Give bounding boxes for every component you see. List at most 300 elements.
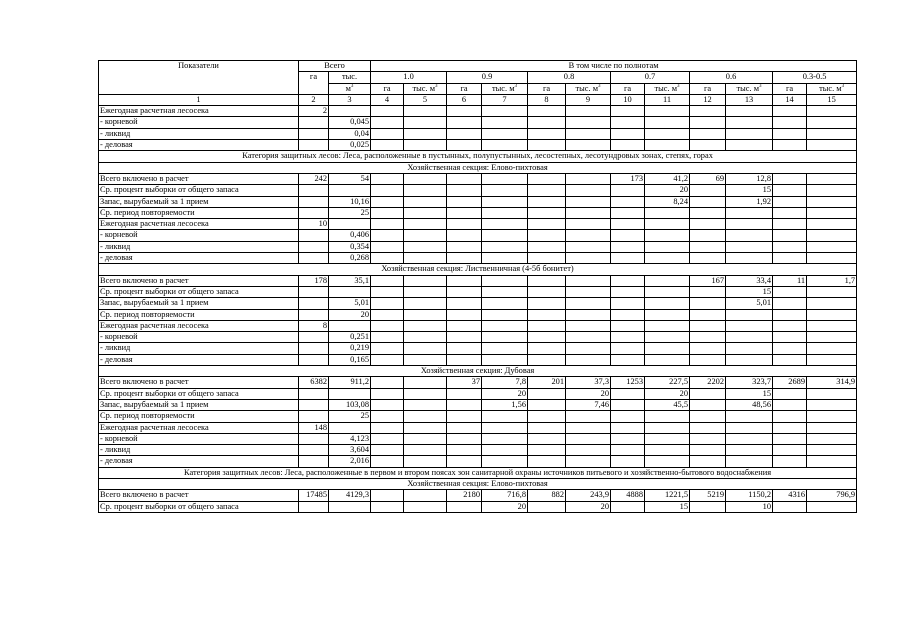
table-cell: 0,251: [329, 332, 371, 343]
table-cell: [690, 332, 726, 343]
table-cell: [611, 185, 645, 196]
column-number: 6: [447, 94, 482, 105]
table-cell: [807, 140, 857, 151]
table-cell: [482, 173, 528, 184]
header-unit-thou-m3: [404, 83, 447, 94]
table-cell: [482, 433, 528, 444]
row-label: Всего включено в расчет: [99, 173, 299, 184]
table-cell: [299, 411, 329, 422]
table-cell: 8,24: [645, 196, 690, 207]
table-cell: 54: [329, 173, 371, 184]
table-cell: [528, 298, 566, 309]
table-cell: [645, 207, 690, 218]
table-row: [99, 501, 857, 512]
row-label: - корневой: [99, 230, 299, 241]
table-cell: [528, 140, 566, 151]
table-row: [99, 185, 857, 196]
table-cell: [371, 128, 404, 139]
table-cell: [299, 354, 329, 365]
table-cell: [726, 128, 773, 139]
table-cell: [371, 241, 404, 252]
table-row: [99, 445, 857, 456]
table-cell: 69: [690, 173, 726, 184]
table-cell: [726, 332, 773, 343]
table-cell: [690, 117, 726, 128]
table-cell: [645, 343, 690, 354]
table-cell: [566, 422, 611, 433]
table-cell: [482, 128, 528, 139]
table-cell: [773, 241, 807, 252]
table-cell: [404, 219, 447, 230]
row-label: Запас, вырубаемый за 1 прием: [99, 196, 299, 207]
table-cell: [726, 445, 773, 456]
table-cell: [773, 354, 807, 365]
table-cell: [371, 117, 404, 128]
table-cell: [645, 117, 690, 128]
table-cell: [404, 490, 447, 501]
table-cell: [482, 354, 528, 365]
unit-thou-m: тыс. м: [654, 83, 678, 93]
row-label: - деловая: [99, 456, 299, 467]
table-cell: [726, 117, 773, 128]
table-cell: [329, 106, 371, 117]
table-cell: [528, 433, 566, 444]
table-cell: [611, 399, 645, 410]
table-cell: [404, 140, 447, 151]
table-cell: [447, 422, 482, 433]
column-number: 13: [726, 94, 773, 105]
table-cell: [566, 117, 611, 128]
section-heading: Хозяйственная секция: Елово-пихтовая: [99, 162, 857, 173]
section-heading-row: [99, 162, 857, 173]
table-cell: [807, 173, 857, 184]
header-density-1: 1.0: [371, 72, 447, 83]
table-cell: [447, 253, 482, 264]
table-cell: [566, 275, 611, 286]
table-cell: 12,8: [726, 173, 773, 184]
table-cell: [371, 433, 404, 444]
table-cell: [611, 128, 645, 139]
table-cell: [611, 411, 645, 422]
table-cell: [404, 422, 447, 433]
table-cell: [447, 332, 482, 343]
table-cell: 45,5: [645, 399, 690, 410]
table-cell: [482, 196, 528, 207]
table-cell: [447, 230, 482, 241]
header-density-6: 0.3-0.5: [773, 72, 857, 83]
table-cell: [371, 253, 404, 264]
table-cell: [447, 117, 482, 128]
table-cell: [566, 106, 611, 117]
table-cell: 6382: [299, 377, 329, 388]
table-cell: 48,56: [726, 399, 773, 410]
column-number: 9: [566, 94, 611, 105]
table-cell: [528, 399, 566, 410]
row-label: - корневой: [99, 117, 299, 128]
row-label: Ср. процент выборки от общего запаса: [99, 388, 299, 399]
table-cell: 4129,3: [329, 490, 371, 501]
table-cell: [371, 140, 404, 151]
table-cell: [528, 173, 566, 184]
table-row: [99, 286, 857, 297]
header-unit-ha: га: [371, 83, 404, 94]
section-heading: Категория защитных лесов: Леса, расположенные в первом и втором поясах зон санитарной охраны источников питьевого и хозяйственно-бытового водоснабжения: [99, 467, 857, 478]
table-cell: [371, 230, 404, 241]
table-row: [99, 411, 857, 422]
column-number: 3: [329, 94, 371, 105]
table-cell: [299, 196, 329, 207]
table-cell: 2180: [447, 490, 482, 501]
table-cell: [528, 411, 566, 422]
table-cell: [611, 230, 645, 241]
column-number: 4: [371, 94, 404, 105]
table-cell: [726, 456, 773, 467]
table-cell: [447, 343, 482, 354]
table-row: [99, 332, 857, 343]
column-number: 14: [773, 94, 807, 105]
table-row: [99, 253, 857, 264]
header-total: Всего: [299, 61, 371, 72]
table-row: [99, 117, 857, 128]
table-row: [99, 320, 857, 331]
column-number: 15: [807, 94, 857, 105]
table-cell: [404, 286, 447, 297]
column-number: 11: [645, 94, 690, 105]
table-cell: [566, 286, 611, 297]
table-cell: [773, 309, 807, 320]
table-cell: [645, 445, 690, 456]
table-cell: [773, 219, 807, 230]
table-cell: [807, 332, 857, 343]
table-cell: [645, 332, 690, 343]
table-cell: [690, 219, 726, 230]
table-row: [99, 388, 857, 399]
table-cell: [566, 411, 611, 422]
table-cell: [645, 433, 690, 444]
table-cell: [690, 230, 726, 241]
header-row-1: [99, 61, 857, 72]
table-cell: 242: [299, 173, 329, 184]
table-cell: 201: [528, 377, 566, 388]
table-cell: [807, 196, 857, 207]
table-cell: [773, 343, 807, 354]
table-cell: [482, 230, 528, 241]
table-cell: [611, 309, 645, 320]
table-cell: 1221,5: [645, 490, 690, 501]
table-cell: [447, 207, 482, 218]
table-cell: [528, 354, 566, 365]
section-heading-row: [99, 366, 857, 377]
table-cell: 103,08: [329, 399, 371, 410]
table-cell: [807, 354, 857, 365]
table-cell: [773, 388, 807, 399]
table-cell: [566, 433, 611, 444]
table-cell: [645, 354, 690, 365]
table-cell: [690, 320, 726, 331]
header-unit-thou-m3: [726, 83, 773, 94]
table-cell: [482, 309, 528, 320]
table-cell: [773, 230, 807, 241]
table-cell: [447, 298, 482, 309]
table-cell: 35,1: [329, 275, 371, 286]
table-cell: 15: [726, 185, 773, 196]
table-cell: 0,406: [329, 230, 371, 241]
table-cell: [447, 128, 482, 139]
table-cell: [404, 241, 447, 252]
table-cell: [645, 241, 690, 252]
table-row: [99, 275, 857, 286]
table-cell: [528, 219, 566, 230]
table-cell: [299, 128, 329, 139]
header-by-density: В том числе по полнотам: [371, 61, 857, 72]
table-cell: [404, 275, 447, 286]
table-cell: [690, 207, 726, 218]
table-cell: 4888: [611, 490, 645, 501]
table-cell: 173: [611, 173, 645, 184]
table-cell: [299, 388, 329, 399]
table-cell: [566, 219, 611, 230]
table-cell: [482, 241, 528, 252]
table-row: [99, 399, 857, 410]
table-cell: 1150,2: [726, 490, 773, 501]
table-cell: [807, 320, 857, 331]
table-cell: [482, 275, 528, 286]
table-cell: [528, 422, 566, 433]
section-heading-row: [99, 467, 857, 478]
table-cell: 796,9: [807, 490, 857, 501]
unit-sup: 3: [841, 83, 845, 89]
table-cell: [611, 196, 645, 207]
table-cell: [807, 241, 857, 252]
table-cell: [371, 275, 404, 286]
table-cell: [807, 185, 857, 196]
table-cell: [299, 207, 329, 218]
section-heading: Хозяйственная секция: Дубовая: [99, 366, 857, 377]
table-cell: [690, 298, 726, 309]
table-cell: [482, 219, 528, 230]
table-cell: [611, 219, 645, 230]
table-cell: [611, 388, 645, 399]
header-total-ha: га: [299, 72, 329, 95]
row-label: Ежегодная расчетная лесосека: [99, 219, 299, 230]
table-cell: [528, 207, 566, 218]
table-cell: [528, 128, 566, 139]
table-cell: 41,2: [645, 173, 690, 184]
table-row: [99, 298, 857, 309]
table-cell: [482, 298, 528, 309]
table-cell: [807, 253, 857, 264]
table-cell: 20: [645, 185, 690, 196]
table-cell: [299, 332, 329, 343]
table-cell: [566, 445, 611, 456]
table-cell: 37: [447, 377, 482, 388]
table-cell: [566, 196, 611, 207]
table-cell: [807, 501, 857, 512]
table-cell: 4,123: [329, 433, 371, 444]
table-cell: 15: [726, 388, 773, 399]
table-cell: [773, 433, 807, 444]
table-cell: [726, 343, 773, 354]
row-label: Ср. период повторяемости: [99, 207, 299, 218]
table-cell: [566, 456, 611, 467]
table-cell: [404, 207, 447, 218]
table-cell: [371, 377, 404, 388]
table-cell: [773, 106, 807, 117]
table-cell: [645, 106, 690, 117]
table-row: [99, 140, 857, 151]
table-cell: [807, 445, 857, 456]
table-cell: [645, 230, 690, 241]
table-row: [99, 173, 857, 184]
row-label: Ежегодная расчетная лесосека: [99, 106, 299, 117]
table-cell: 3,604: [329, 445, 371, 456]
unit-m: м: [345, 83, 351, 93]
table-cell: 0,165: [329, 354, 371, 365]
table-cell: [611, 320, 645, 331]
table-cell: [611, 354, 645, 365]
table-cell: 10: [299, 219, 329, 230]
column-number: 2: [299, 94, 329, 105]
table-cell: [645, 309, 690, 320]
table-cell: [404, 298, 447, 309]
table-cell: [371, 106, 404, 117]
table-cell: [528, 320, 566, 331]
table-cell: 1,92: [726, 196, 773, 207]
table-cell: [371, 445, 404, 456]
table-cell: [447, 173, 482, 184]
table-cell: [807, 286, 857, 297]
table-cell: [773, 128, 807, 139]
table-cell: [726, 253, 773, 264]
table-cell: [447, 309, 482, 320]
table-cell: [482, 253, 528, 264]
table-cell: [447, 185, 482, 196]
table-cell: [329, 219, 371, 230]
table-cell: [807, 309, 857, 320]
table-cell: 5,01: [329, 298, 371, 309]
table-cell: [404, 230, 447, 241]
table-cell: [528, 196, 566, 207]
column-number: 7: [482, 94, 528, 105]
table-cell: [371, 456, 404, 467]
table-cell: 5,01: [726, 298, 773, 309]
table-cell: [690, 411, 726, 422]
table-cell: 2689: [773, 377, 807, 388]
table-cell: [773, 445, 807, 456]
table-cell: [566, 320, 611, 331]
table-cell: [482, 207, 528, 218]
row-label: Всего включено в расчет: [99, 275, 299, 286]
table-cell: [773, 320, 807, 331]
table-cell: [611, 332, 645, 343]
table-cell: [773, 411, 807, 422]
table-cell: [690, 286, 726, 297]
header-total-m3: [329, 83, 371, 94]
table-cell: [371, 219, 404, 230]
table-cell: [773, 207, 807, 218]
table-cell: [611, 445, 645, 456]
table-cell: [482, 332, 528, 343]
table-cell: [611, 343, 645, 354]
table-cell: 0,354: [329, 241, 371, 252]
table-cell: 25: [329, 207, 371, 218]
table-cell: 0,045: [329, 117, 371, 128]
table-cell: [690, 388, 726, 399]
table-cell: 8: [299, 320, 329, 331]
table-cell: [371, 422, 404, 433]
table-cell: [299, 286, 329, 297]
table-cell: [371, 354, 404, 365]
table-cell: [726, 241, 773, 252]
table-cell: [773, 501, 807, 512]
table-cell: 178: [299, 275, 329, 286]
row-label: Ср. процент выборки от общего запаса: [99, 501, 299, 512]
table-cell: [404, 173, 447, 184]
row-label: Ср. период повторяемости: [99, 309, 299, 320]
table-cell: [645, 275, 690, 286]
table-cell: 1,7: [807, 275, 857, 286]
table-cell: [404, 320, 447, 331]
table-cell: [726, 354, 773, 365]
table-row: [99, 241, 857, 252]
table-cell: [404, 377, 447, 388]
table-cell: [528, 309, 566, 320]
header-unit-ha: га: [447, 83, 482, 94]
table-cell: [726, 309, 773, 320]
table-cell: [482, 422, 528, 433]
unit-sup: 3: [759, 83, 762, 89]
table-cell: [611, 140, 645, 151]
row-label: - деловая: [99, 354, 299, 365]
table-cell: [404, 445, 447, 456]
table-row: [99, 230, 857, 241]
table-cell: [482, 106, 528, 117]
table-cell: [299, 343, 329, 354]
table-cell: [807, 422, 857, 433]
table-cell: 15: [726, 286, 773, 297]
table-cell: [447, 219, 482, 230]
table-cell: 2,016: [329, 456, 371, 467]
table-cell: [773, 298, 807, 309]
table-cell: [404, 128, 447, 139]
table-cell: [645, 298, 690, 309]
table-cell: [645, 140, 690, 151]
table-cell: 20: [482, 501, 528, 512]
table-cell: [807, 399, 857, 410]
column-number: 12: [690, 94, 726, 105]
table-cell: [447, 388, 482, 399]
table-cell: [482, 456, 528, 467]
table-cell: [566, 332, 611, 343]
table-row: [99, 422, 857, 433]
table-cell: 148: [299, 422, 329, 433]
forest-allowance-table-sheet: [98, 60, 856, 513]
table-cell: 20: [329, 309, 371, 320]
table-cell: 20: [566, 388, 611, 399]
table-cell: [807, 456, 857, 467]
table-cell: [690, 343, 726, 354]
row-label: - ликвид: [99, 343, 299, 354]
table-cell: [299, 230, 329, 241]
table-cell: [690, 196, 726, 207]
table-cell: [611, 456, 645, 467]
table-cell: [566, 343, 611, 354]
table-cell: [690, 445, 726, 456]
table-cell: [528, 241, 566, 252]
table-cell: 7,46: [566, 399, 611, 410]
table-cell: [447, 241, 482, 252]
table-cell: 314,9: [807, 377, 857, 388]
